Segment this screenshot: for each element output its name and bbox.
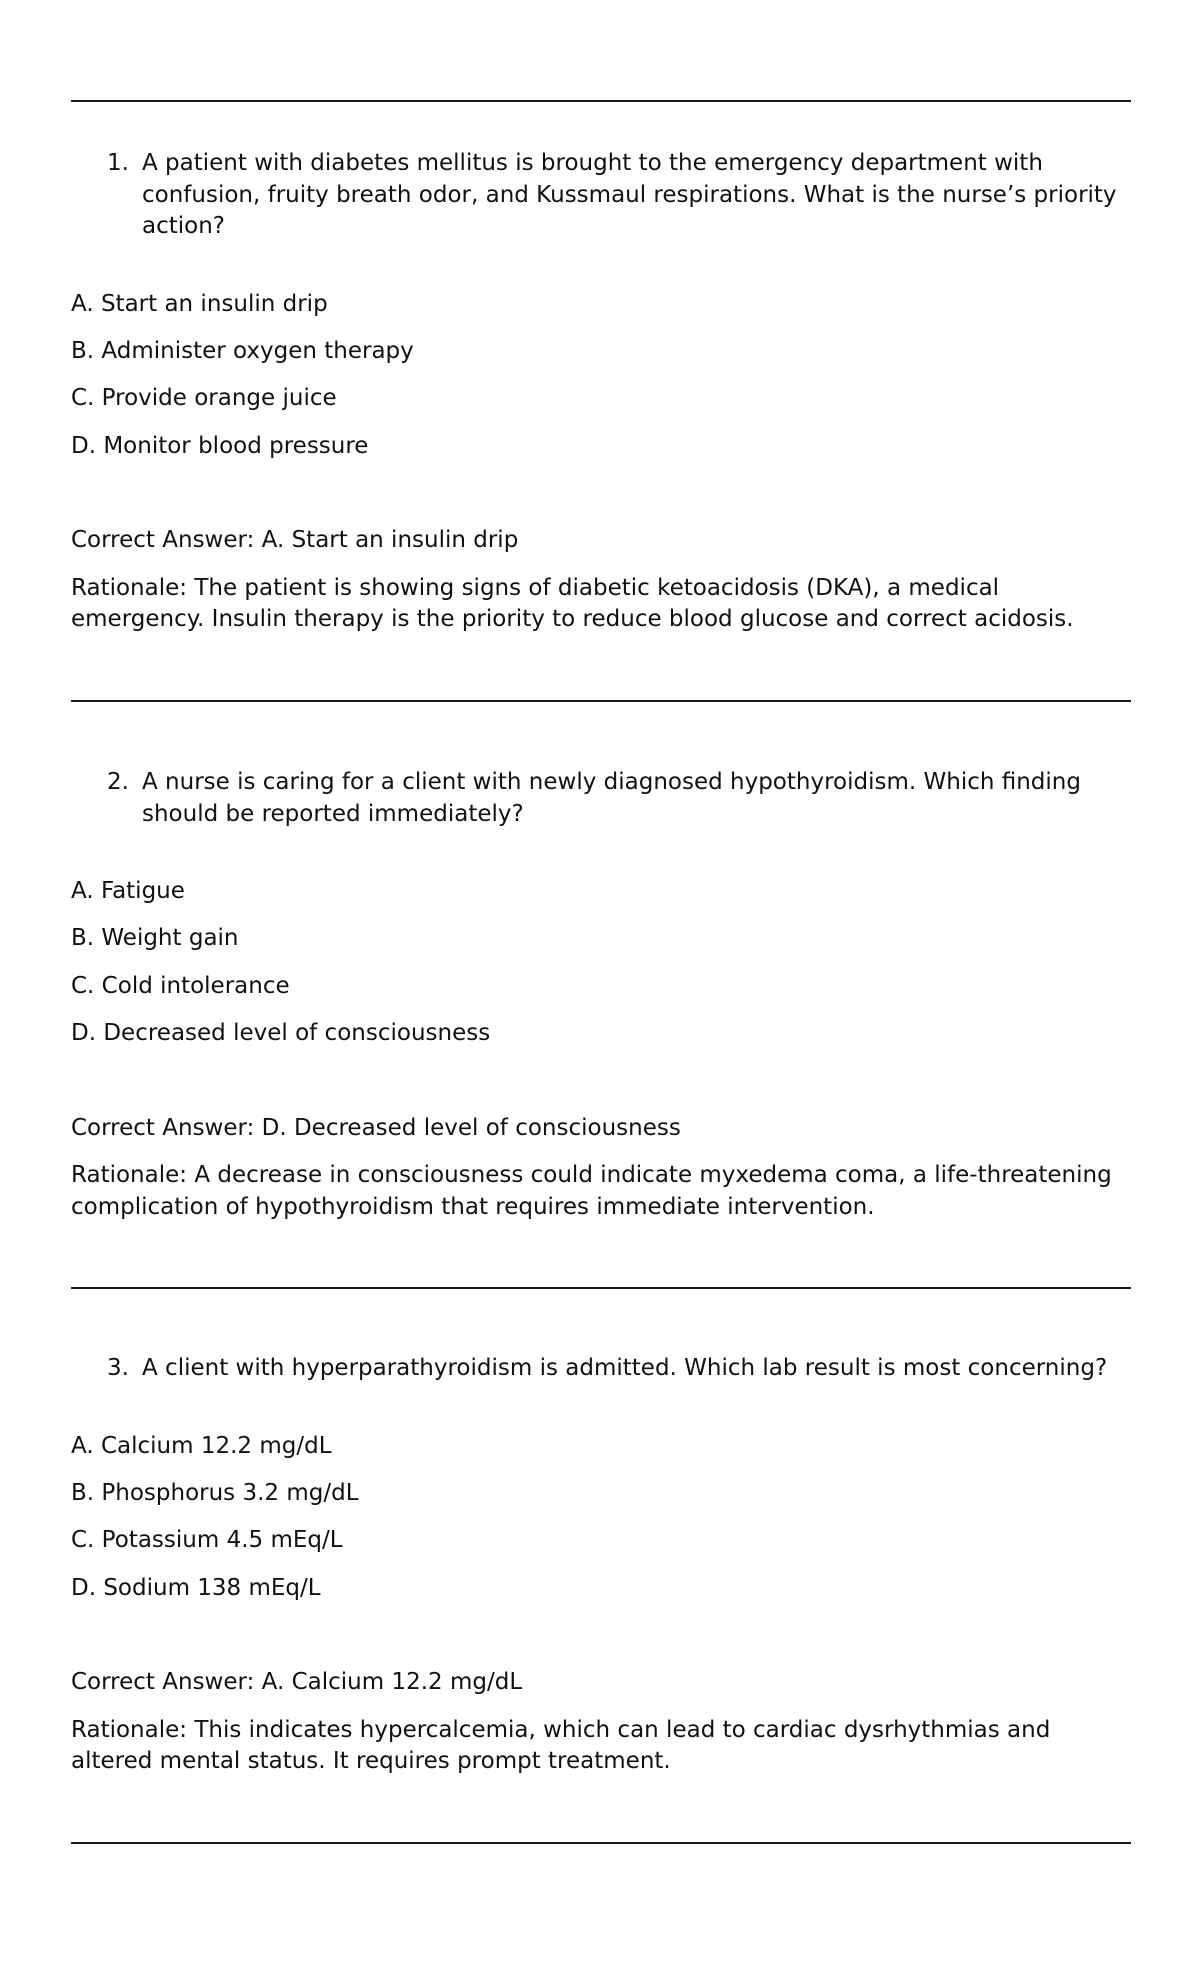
option-d: D. Monitor blood pressure bbox=[71, 432, 369, 459]
question-text: A patient with diabetes mellitus is brought to the emergency department with confusion, fruity breath odor, and Kussmaul respirations. What is the nurse’s priority action? bbox=[142, 150, 1117, 239]
question-1 bbox=[107, 148, 1147, 243]
question-text: A nurse is caring for a client with newly diagnosed hypothyroidism. Which finding should be reported immediately? bbox=[142, 769, 1081, 827]
divider bbox=[71, 1842, 1131, 1844]
question-block-2 bbox=[71, 767, 1151, 1223]
rationale: Rationale: This indicates hypercalcemia, which can lead to cardiac dysrhythmias and altered mental status. It requires prompt treatment. bbox=[71, 1716, 1051, 1775]
option-b: B. Administer oxygen therapy bbox=[71, 337, 414, 364]
divider bbox=[71, 700, 1131, 702]
question-2 bbox=[107, 767, 1147, 830]
option-d: D. Sodium 138 mEq/L bbox=[71, 1574, 321, 1601]
question-block-3 bbox=[71, 1353, 1151, 1778]
divider bbox=[71, 100, 1131, 102]
correct-answer: Correct Answer: A. Calcium 12.2 mg/dL bbox=[71, 1669, 523, 1696]
option-d: D. Decreased level of consciousness bbox=[71, 1020, 491, 1047]
option-a: A. Fatigue bbox=[71, 878, 185, 904]
question-block-1 bbox=[71, 148, 1151, 636]
question-number: 2. bbox=[107, 769, 129, 795]
option-c: C. Potassium 4.5 mEq/L bbox=[71, 1527, 343, 1554]
question-number: 3. bbox=[107, 1355, 129, 1381]
question-3 bbox=[107, 1353, 1147, 1385]
correct-answer: Correct Answer: A. Start an insulin drip bbox=[71, 527, 519, 554]
answer-options bbox=[71, 1431, 1151, 1621]
answer-options bbox=[71, 289, 1151, 479]
rationale: Rationale: A decrease in consciousness could indicate myxedema coma, a life-threatening complication of hypothyroidism that requires immediate intervention. bbox=[71, 1162, 1112, 1220]
option-a: A. Calcium 12.2 mg/dL bbox=[71, 1432, 332, 1459]
option-a: A. Start an insulin drip bbox=[71, 290, 328, 317]
divider bbox=[71, 1287, 1131, 1289]
correct-answer: Correct Answer: D. Decreased level of consciousness bbox=[71, 1114, 681, 1141]
option-b: B. Weight gain bbox=[71, 925, 239, 952]
answer-options bbox=[71, 876, 1151, 1066]
question-number: 1. bbox=[107, 150, 129, 176]
option-c: C. Provide orange juice bbox=[71, 385, 337, 412]
option-b: B. Phosphorus 3.2 mg/dL bbox=[71, 1479, 359, 1506]
rationale: Rationale: The patient is showing signs of diabetic ketoacidosis (DKA), a medical emergency. Insulin therapy is the priority to reduce blood glucose and correct acidosis. bbox=[71, 574, 1074, 633]
option-c: C. Cold intolerance bbox=[71, 972, 290, 999]
question-text: A client with hyperparathyroidism is admitted. Which lab result is most concerning? bbox=[142, 1355, 1108, 1381]
